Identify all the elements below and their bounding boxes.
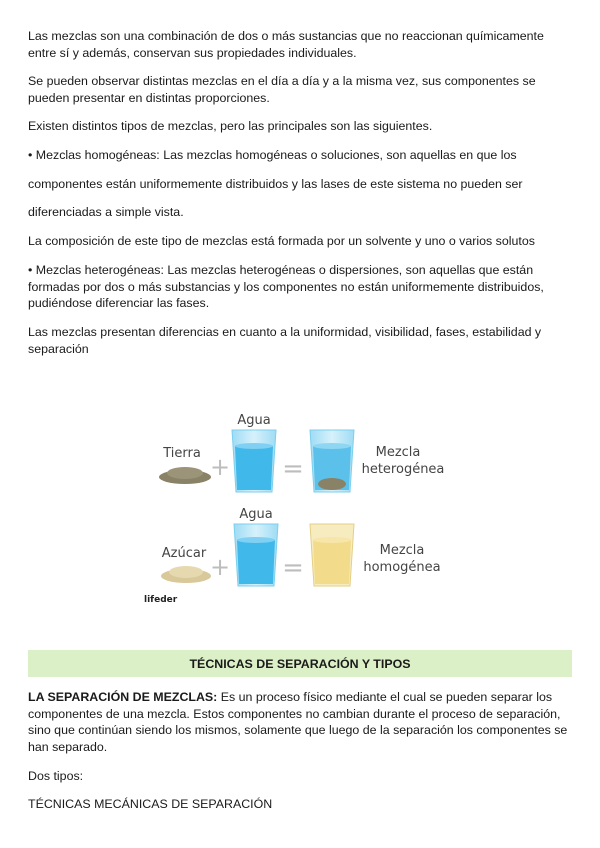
homogeneous-mix-glass-icon [310,524,354,586]
section-heading: TÉCNICAS DE SEPARACIÓN Y TIPOS [189,656,411,671]
water-glass-2-icon [234,524,278,586]
equals-sign-2: = [282,553,304,583]
paragraph-homogeneous-line1: • Mezclas homogéneas: Las mezclas homogéneas o soluciones, son aquellas en que los [28,148,517,162]
heterogeneous-mix-glass-icon [310,430,354,492]
mixtures-illustration [140,400,460,610]
label-mix-2-line2: homogénea [363,560,441,575]
paragraph-composition: La composición de este tipo de mezclas está formada por un solvente y uno o varios solutos [28,234,535,248]
subheading-mechanical-techniques: TÉCNICAS MECÁNICAS DE SEPARACIÓN [28,797,273,811]
paragraph-definition: Las mezclas son una combinación de dos o más sustancias que no reaccionan químicamente entre sí y además, conservan sus propiedades individuales. [28,29,544,60]
sugar-pile-top-icon [169,566,203,578]
label-mix-2-line1: Mezcla [379,543,425,558]
label-mix-1-line2: heterogénea [361,462,445,477]
label-soil: Tierra [163,446,201,461]
separation-definition-text: Es un proceso físico mediante el cual se pueden separar los componentes de una mezcla. Estos componentes no cambian durante el proceso de separación, sino que continúan siendo los mismos, solamente que luego de la separación los componentes se han separado. [28,690,568,754]
label-mix-1-line1: Mezcla [375,445,421,460]
paragraph-homogeneous-line2: componentes están uniformemente distribuidos y las lases de este sistema no pueden ser [28,177,523,191]
lifeder-logo: lifeder [144,595,178,605]
label-water-2: Agua [239,507,273,522]
soil-pile-top-icon [167,467,203,479]
section-heading-bar [28,650,572,677]
paragraph-types-intro: Existen distintos tipos de mezclas, pero las principales son las siguientes. [28,119,433,133]
paragraph-separation-definition [28,689,573,755]
paragraph-differences: Las mezclas presentan diferencias en cuanto a la uniformidad, visibilidad, fases, estabilidad y separación [28,325,542,356]
label-sugar: Azúcar [161,546,207,561]
paragraph-homogeneous-line3: diferenciadas a simple vista. [28,205,184,219]
plus-sign-2: + [209,553,231,581]
label-water-1: Agua [237,413,271,428]
separation-term: LA SEPARACIÓN DE MEZCLAS: [28,690,218,704]
paragraph-two-types: Dos tipos: [28,769,84,783]
equals-sign-1: = [282,454,304,484]
plus-sign-1: + [209,453,231,481]
water-glass-1-icon [232,430,276,492]
paragraph-heterogeneous: • Mezclas heterogéneas: Las mezclas heterogéneas o dispersiones, son aquellas que están formadas por dos o más substancias y los componentes no están uniformemente distribuidos, pudiéndose diferenciar las fases. [28,263,544,310]
paragraph-observation: Se pueden observar distintas mezclas en el día a día y a la misma vez, sus componentes se pueden presentar en distintas proporciones. [28,74,536,105]
